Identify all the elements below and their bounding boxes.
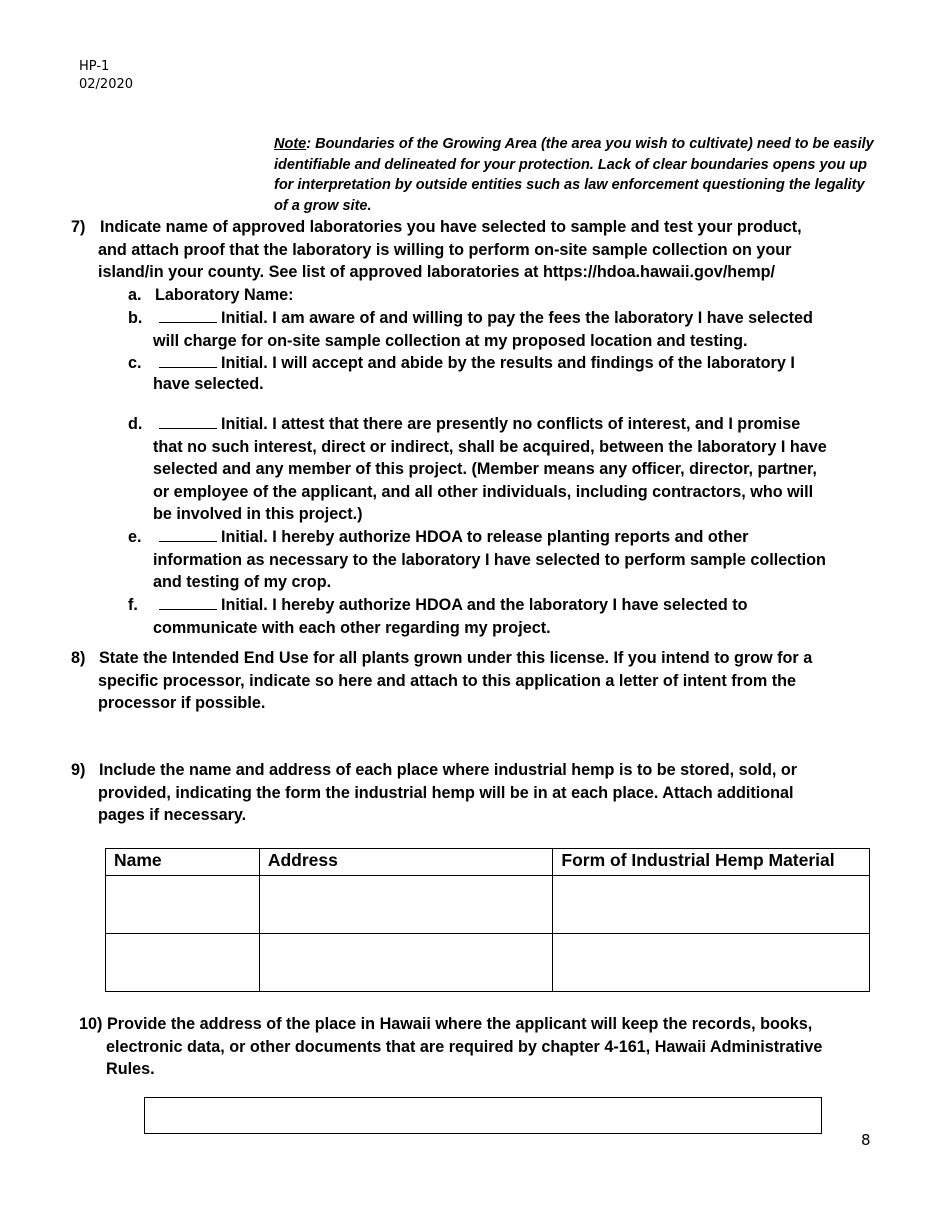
sub-item-letter: d.: [128, 415, 143, 433]
sub-item-letter: c.: [128, 354, 142, 372]
sub-item-line: that no such interest, direct or indirect, shall be acquired, between the laboratory I have: [153, 437, 827, 456]
sub-item-letter: e.: [128, 528, 142, 546]
address-cell[interactable]: [259, 876, 553, 934]
form-header: [79, 58, 133, 94]
table-row: [106, 876, 870, 934]
column-header-form: Form of Industrial Hemp Material: [553, 849, 870, 876]
question-line: island/in your county. See list of approved laboratories at https://hdoa.hawaii.gov/hemp/: [98, 263, 775, 281]
form-date: 02/2020: [79, 77, 134, 92]
question-line: pages if necessary.: [98, 806, 247, 824]
question-number: 8): [71, 649, 86, 667]
initial-field-e[interactable]: [159, 527, 217, 542]
sub-item-line: and testing of my crop.: [153, 573, 332, 591]
initial-field-c[interactable]: [159, 353, 217, 368]
boundaries-note: [274, 134, 874, 216]
initial-field-b[interactable]: [159, 308, 217, 323]
name-cell[interactable]: [106, 934, 260, 992]
question-number: 9): [71, 761, 86, 779]
table-row: [106, 934, 870, 992]
form-cell[interactable]: [553, 876, 870, 934]
sub-item-line: information as necessary to the laboratory I have selected to perform sample collection: [153, 550, 826, 569]
name-cell[interactable]: [106, 876, 260, 934]
sub-item-letter: f.: [128, 596, 138, 614]
page-number: 8: [861, 1131, 871, 1149]
sub-item-line: selected and any member of this project. (Member means any officer, director, partner,: [153, 460, 817, 478]
sub-item-line: Initial. I hereby authorize HDOA and the laboratory I have selected to: [221, 596, 748, 614]
initial-field-f[interactable]: [159, 595, 217, 610]
sub-item-line: Initial. I am aware of and willing to pay the fees the laboratory I have selected: [221, 309, 813, 327]
sub-item-letter: b.: [128, 309, 143, 327]
sub-item-line: Initial. I will accept and abide by the results and findings of the laboratory I: [221, 354, 795, 372]
column-header-address: Address: [259, 849, 553, 876]
sub-item-line: be involved in this project.): [153, 505, 363, 523]
sub-item-line: Initial. I attest that there are presently no conflicts of interest, and I promise: [221, 415, 801, 433]
question-line: specific processor, indicate so here and attach to this application a letter of intent from the: [98, 671, 797, 690]
table-header-row: [106, 849, 870, 876]
note-label: Note: [274, 136, 307, 152]
question-number: 7): [71, 218, 86, 236]
initial-field-d[interactable]: [159, 414, 217, 429]
question-line: State the Intended End Use for all plants grown under this license. If you intend to grow for a: [99, 649, 813, 667]
sub-item-letter: a.: [128, 286, 142, 304]
column-header-name: Name: [106, 849, 260, 876]
sub-item-line: communicate with each other regarding my project.: [153, 618, 551, 637]
question-line: electronic data, or other documents that are required by chapter 4-161, Hawaii Administrative: [106, 1037, 823, 1056]
sub-item-line: Initial. I hereby authorize HDOA to release planting reports and other: [221, 528, 749, 546]
laboratory-name-label: Laboratory Name:: [155, 286, 294, 304]
sub-item-line: will charge for on-site sample collection at my proposed location and testing.: [153, 331, 748, 350]
question-line: Rules.: [106, 1060, 155, 1078]
records-address-field[interactable]: [144, 1097, 822, 1134]
address-cell[interactable]: [259, 934, 553, 992]
question-number: 10): [79, 1015, 103, 1033]
sub-item-line: have selected.: [153, 375, 264, 393]
form-cell[interactable]: [553, 934, 870, 992]
question-line: processor if possible.: [98, 694, 266, 712]
note-text: : Boundaries of the Growing Area (the area you wish to cultivate) need to be easily identifiable and delineated for your protection. Lack of clear boundaries opens you up for interpretation by outside entities such as law enforcement questioning the legality of a grow site.: [274, 136, 874, 214]
form-code: HP-1: [79, 59, 110, 74]
question-line: provided, indicating the form the industrial hemp will be in at each place. Attach additional: [98, 783, 794, 802]
sub-item-line: or employee of the applicant, and all other individuals, including contractors, who will: [153, 482, 814, 501]
storage-locations-table: [105, 848, 870, 992]
question-line: Indicate name of approved laboratories you have selected to sample and test your product,: [100, 218, 802, 236]
question-line: and attach proof that the laboratory is willing to perform on-site sample collection on your: [98, 240, 792, 259]
question-line: Include the name and address of each place where industrial hemp is to be stored, sold, or: [99, 761, 798, 779]
question-line: Provide the address of the place in Hawaii where the applicant will keep the records, books,: [107, 1015, 813, 1033]
